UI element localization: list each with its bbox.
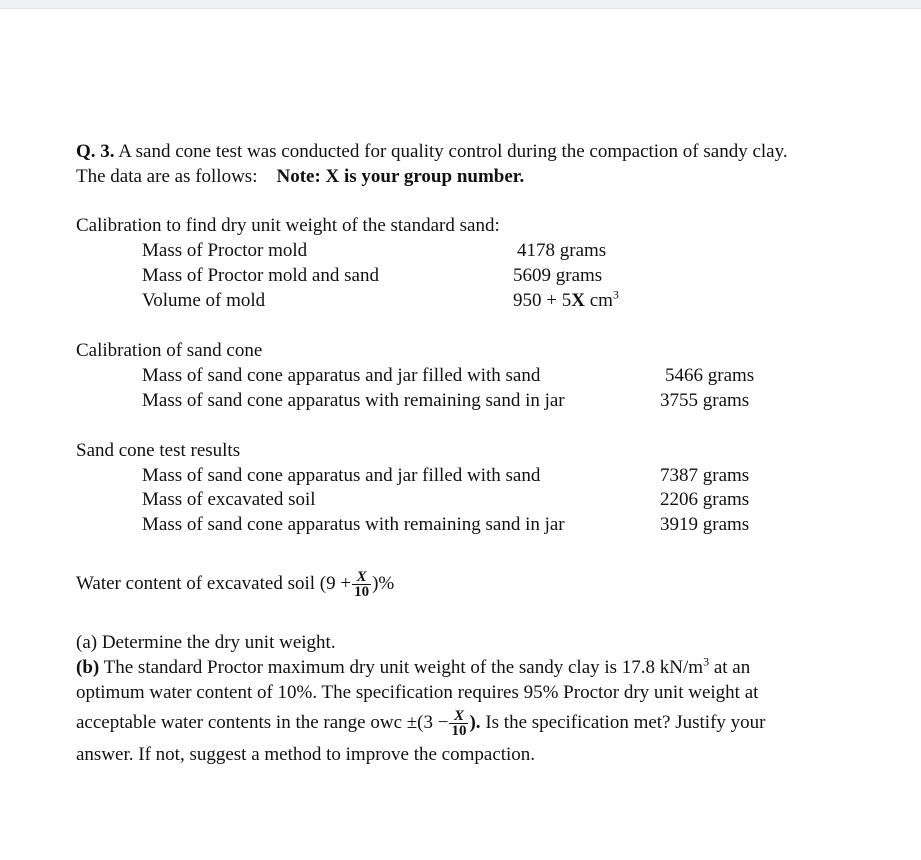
part-b-line-1: (b) The standard Proctor maximum dry unit weight of the sandy clay is 17.8 $kN/m^3$ at an xyxy=(76,654,751,678)
test-results-heading: Sand cone test results xyxy=(76,440,241,461)
question-intro: A sand cone test was conducted for quality control during the compaction of sandy clay. xyxy=(114,141,788,162)
calib-sand-row-label: Mass of Proctor mold xyxy=(142,240,308,261)
calibration-sand-heading: Calibration to find dry unit weight of the standard sand: xyxy=(76,215,500,236)
viewer-top-bar xyxy=(0,0,921,9)
calib-sand-row-value: 5609 grams xyxy=(513,265,603,286)
test-row-value: 3919 grams xyxy=(660,514,750,535)
group-note: Note: X is your group number. xyxy=(276,166,525,187)
test-row-label: Mass of sand cone apparatus and jar filled with sand xyxy=(142,465,541,486)
question-number: Q. 3. xyxy=(76,141,115,162)
calib-sand-volume-label: Volume of mold xyxy=(142,290,266,311)
part-b-line-2: optimum water content of 10%. The specification requires 95% Proctor dry unit weight at xyxy=(76,682,759,703)
calib-sand-row-label: Mass of Proctor mold and sand xyxy=(142,265,379,286)
question-line-2 xyxy=(76,166,524,188)
test-row-label: Mass of excavated soil xyxy=(142,489,316,510)
question-data-follows: The data are as follows: xyxy=(76,166,258,187)
owc-range-fraction: $\frac{X}{10}$ xyxy=(451,708,467,740)
question-intro-line xyxy=(76,141,788,163)
calib-sand-row-value: 4178 grams xyxy=(517,240,607,261)
calib-cone-row-label: Mass of sand cone apparatus with remaining sand in jar xyxy=(142,390,565,411)
water-content-line: Water content of excavated soil (9 + $\frac{X}{10}$ )% xyxy=(76,569,395,601)
calib-sand-volume-value: 950 + 5X $cm^3$ xyxy=(513,287,619,311)
part-b-line-3: acceptable water contents in the range owc ±(3 − $\frac{X}{10}$ ). Is the specification met? Justify your xyxy=(76,708,766,740)
test-row-label: Mass of sand cone apparatus with remaining sand in jar xyxy=(142,514,565,535)
calibration-cone-heading: Calibration of sand cone xyxy=(76,340,263,361)
calib-cone-row-label: Mass of sand cone apparatus and jar filled with sand xyxy=(142,365,541,386)
part-a: (a) Determine the dry unit weight. xyxy=(76,632,336,653)
water-content-fraction: $\frac{X}{10}$ xyxy=(354,569,370,601)
calib-cone-row-value: 3755 grams xyxy=(660,390,750,411)
calib-cone-row-value: 5466 grams xyxy=(665,365,755,386)
test-row-value: 7387 grams xyxy=(660,465,750,486)
test-row-value: 2206 grams xyxy=(660,489,750,510)
part-b-line-4: answer. If not, suggest a method to improve the compaction. xyxy=(76,744,536,765)
